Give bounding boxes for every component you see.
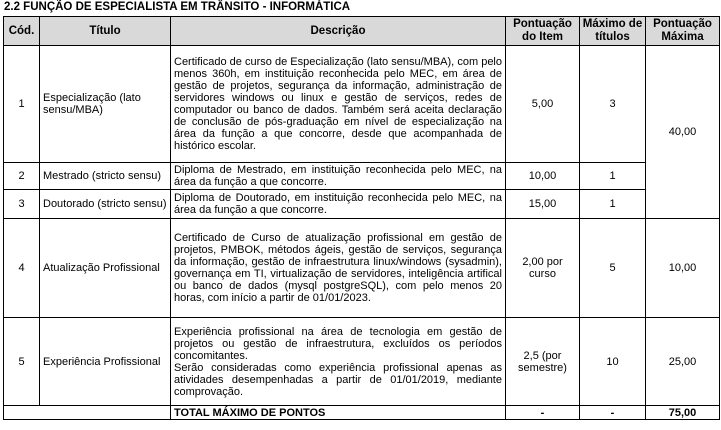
cell-pontuacao-item: 15,00 [506,190,580,219]
cell-pontuacao-item: 2,5 (por semestre) [506,318,580,406]
cell-descricao: Experiência profissional na área de tecnologia em gestão de projetos ou gestão de infraestrutura, excluídos os períodos concomitantes. Serão consideradas como experiência profissional apenas as atividades desempenhadas a partir de 01/01/2019, mediante comprovação. [171,318,506,406]
total-maximo-titulos: - [580,406,646,420]
table-row [4,219,720,318]
cell-titulo: Especialização (lato sensu/MBA) [40,46,171,163]
cell-maximo-titulos: 5 [580,219,646,318]
cell-maximo-titulos: 1 [580,163,646,190]
cell-cod: 3 [4,190,40,219]
table-row [4,163,720,190]
cell-titulo: Mestrado (stricto sensu) [40,163,171,190]
cell-maximo-titulos: 1 [580,190,646,219]
cell-titulo: Doutorado (stricto sensu) [40,190,171,219]
cell-cod: 1 [4,46,40,163]
cell-maximo-titulos: 10 [580,318,646,406]
total-label: TOTAL MÁXIMO DE PONTOS [171,406,506,420]
cell-pontuacao-item: 2,00 por curso [506,219,580,318]
cell-maximo-titulos: 3 [580,46,646,163]
total-pontuacao-item: - [506,406,580,420]
cell-cod: 4 [4,219,40,318]
cell-pontuacao-maxima-group: 40,00 [646,46,720,219]
header-row [4,17,720,46]
cell-pontuacao-item: 10,00 [506,163,580,190]
col-header-maximo-titulos: Máximo de títulos [580,17,646,46]
cell-cod: 5 [4,318,40,406]
table-row [4,190,720,219]
col-header-pontuacao-maxima: Pontuação Máxima [646,17,720,46]
col-header-pontuacao-item: Pontuação do Item [506,17,580,46]
cell-pontuacao-maxima: 25,00 [646,318,720,406]
cell-descricao: Diploma de Doutorado, em instituição reconhecida pelo MEC, na área da função a que concorre. [171,190,506,219]
col-header-cod: Cód. [4,17,40,46]
cell-descricao: Diploma de Mestrado, em instituição reconhecida pelo MEC, na área da função a que concorre. [171,163,506,190]
table-row [4,46,720,163]
table-row [4,318,720,406]
col-header-titulo: Título [40,17,171,46]
col-header-descricao: Descrição [171,17,506,46]
cell-cod: 2 [4,163,40,190]
total-blank-cell [4,406,171,420]
total-pontuacao-maxima: 75,00 [646,406,720,420]
cell-pontuacao-item: 5,00 [506,46,580,163]
section-heading: 2.2 FUNÇÃO DE ESPECIALISTA EM TRÂNSITO - INFORMÁTICA [4,1,351,13]
cell-pontuacao-maxima: 10,00 [646,219,720,318]
cell-titulo: Experiência Profissional [40,318,171,406]
cell-descricao: Certificado de Curso de atualização profissional em gestão de projetos, PMBOK, métodos ágeis, gestão de serviços, segurança da informação, gestão de infraestrutura linux/windows (sysadmin), governança em TI, virtualização de servidores, inteligência artifical ou banco de dados (mysql postgreSQL), com pelo menos 20 horas, com início a partir de 01/01/2023. [171,219,506,318]
total-row [4,406,720,420]
scoring-table [3,16,720,420]
cell-descricao: Certificado de curso de Especialização (lato sensu/MBA), com pelo menos 360h, em instituição reconhecida pelo MEC, em área de gestão de projetos, segurança da informação, administração de servidores windows ou linux e gestão de serviços, redes de computador ou banco de dados. Também será aceita declaração de conclusão de pós-graduação em nível de especialização na área da função a que concorre, desde que acompanhada de histórico escolar. [171,46,506,163]
cell-titulo: Atualização Profissional [40,219,171,318]
